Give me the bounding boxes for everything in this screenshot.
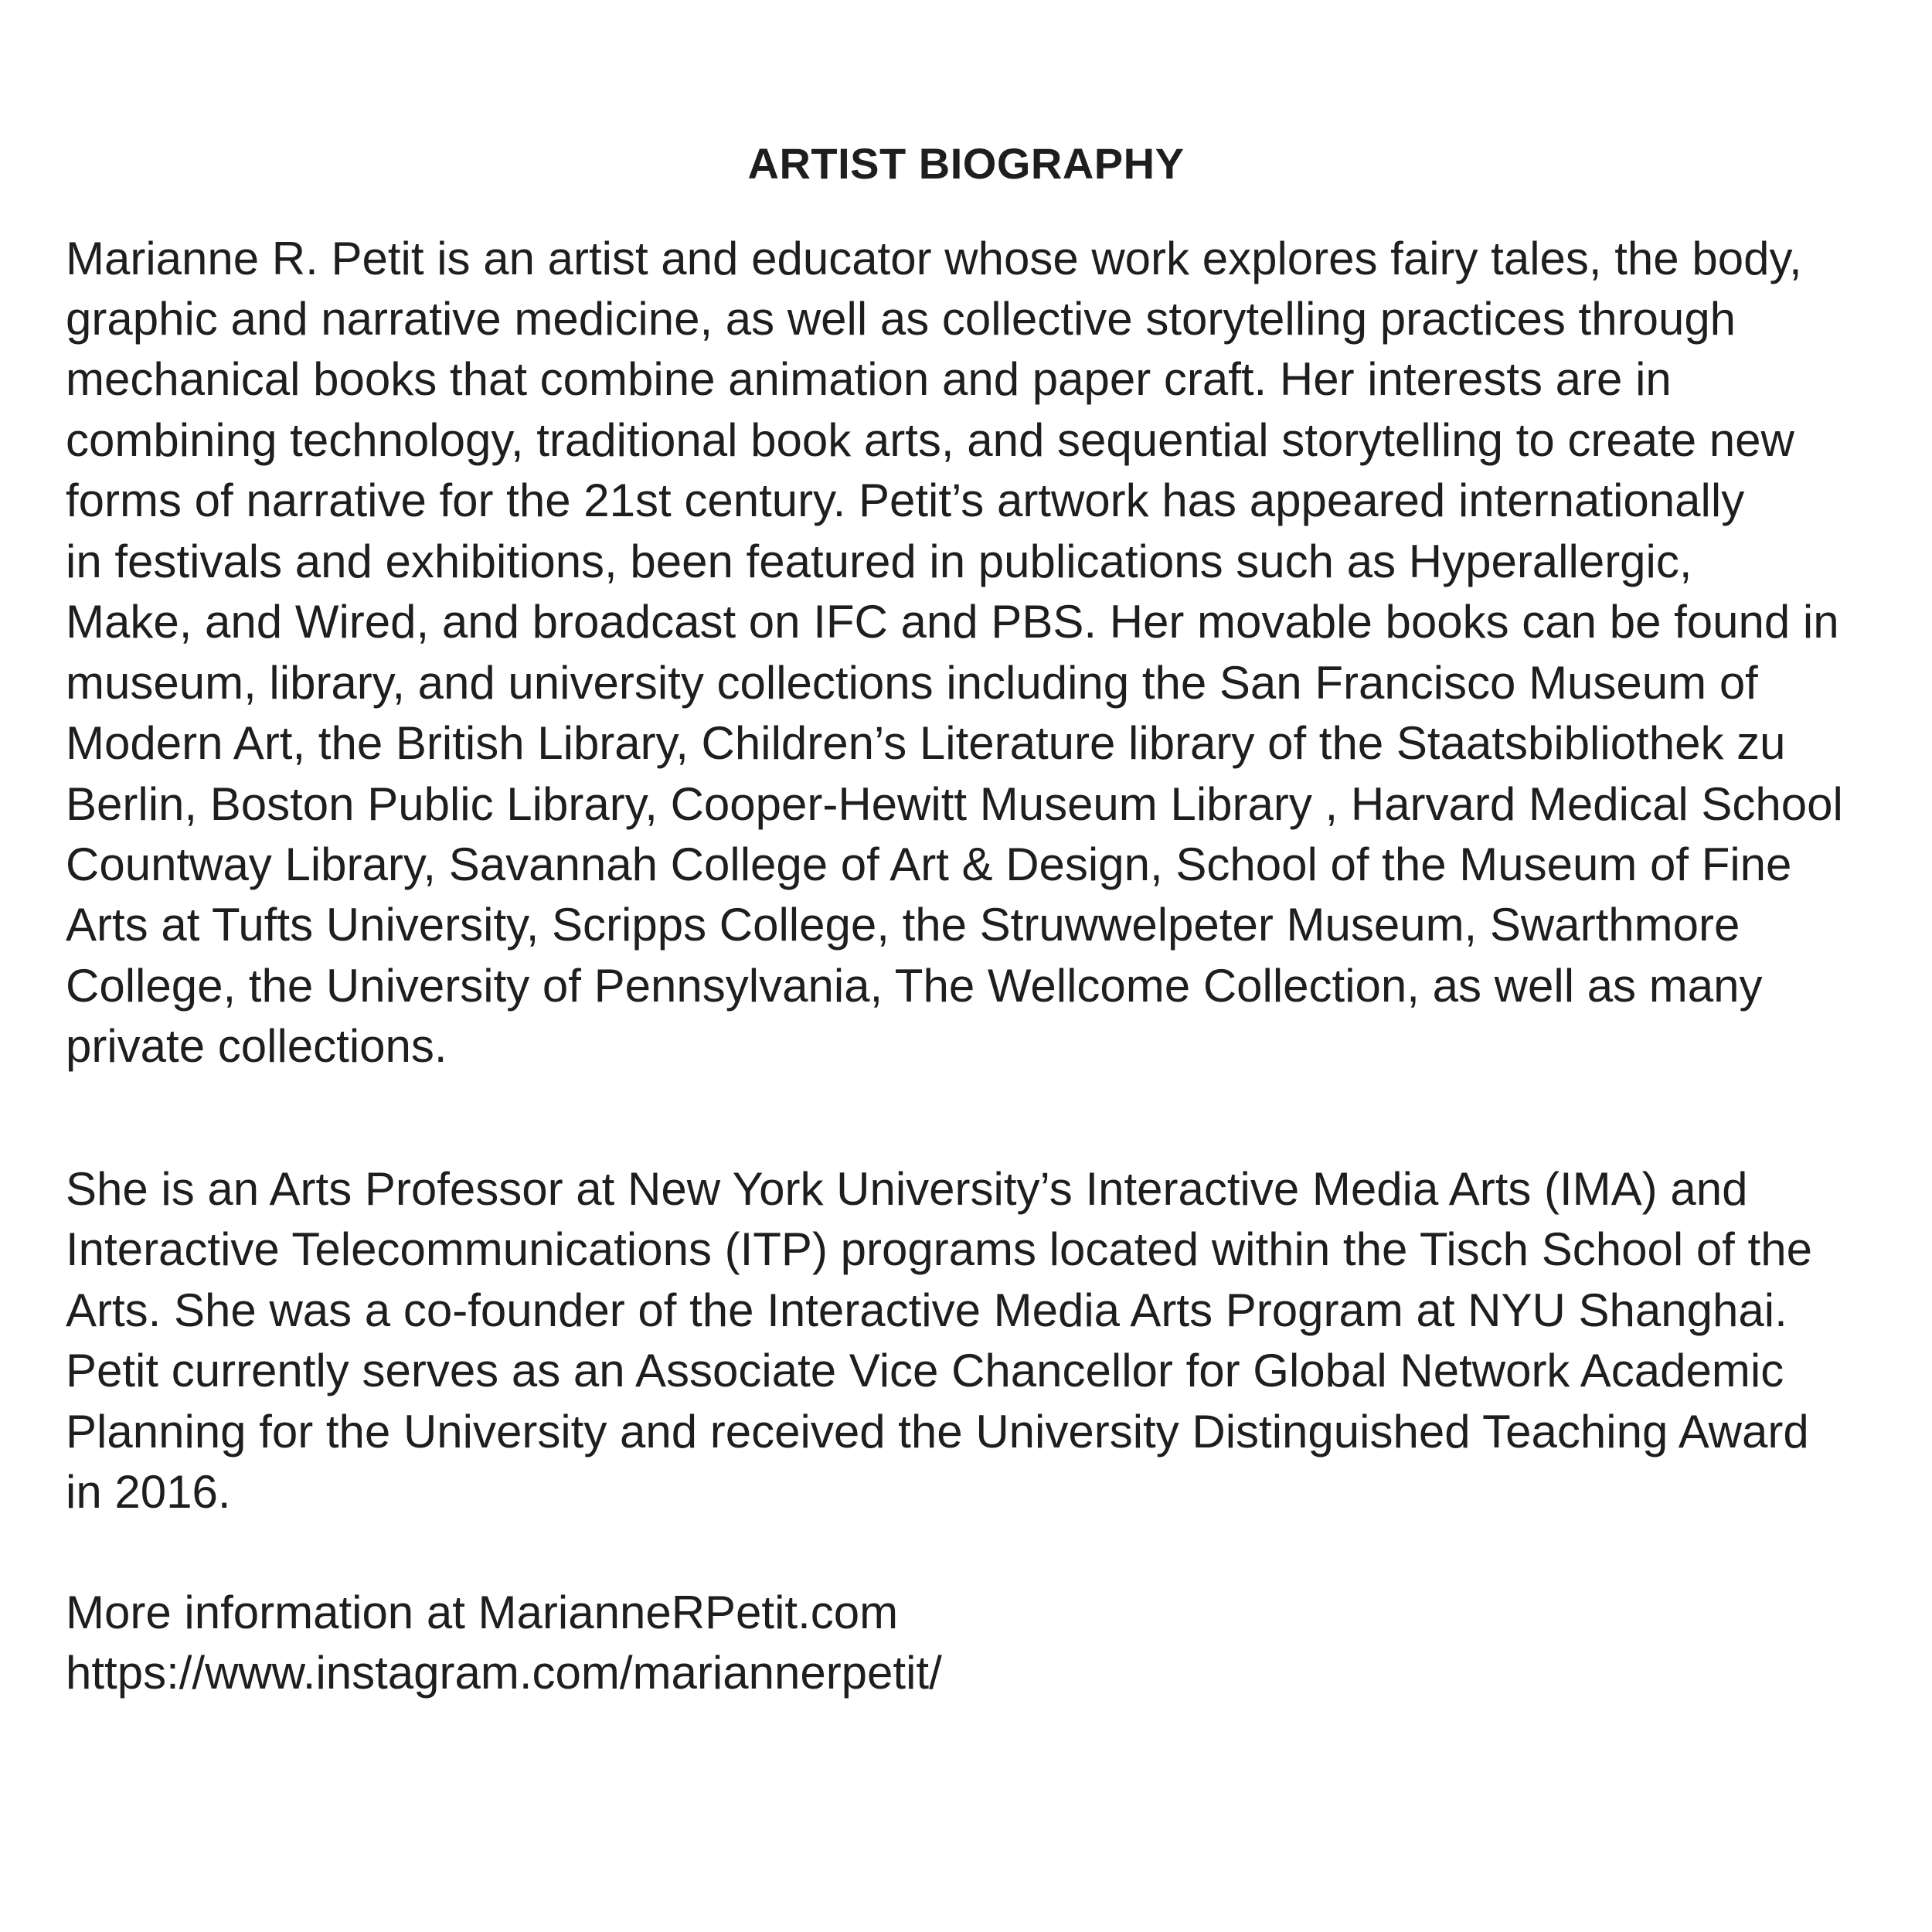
paragraph-line: Make, and Wired, and broadcast on IFC and PBS. Her movable books can be found in: [66, 596, 1839, 648]
paragraph-line: in 2016.: [66, 1466, 231, 1518]
paragraph-line: She is an Arts Professor at New York University’s Interactive Media Arts (IMA) and: [66, 1163, 1748, 1215]
page-title: ARTIST BIOGRAPHY: [747, 139, 1185, 188]
paragraph-line: graphic and narrative medicine, as well as collective storytelling practices through: [66, 293, 1736, 345]
paragraph-line: museum, library, and university collections including the San Francisco Museum of: [66, 657, 1758, 709]
paragraph-line: Arts. She was a co-founder of the Interactive Media Arts Program at NYU Shanghai.: [66, 1284, 1787, 1336]
website-line: More information at MarianneRPetit.com: [66, 1587, 899, 1638]
paragraph-line: Berlin, Boston Public Library, Cooper-Hewitt Museum Library , Harvard Medical School: [66, 778, 1843, 830]
paragraph-line: Countway Library, Savannah College of Art & Design, School of the Museum of Fine: [66, 838, 1792, 890]
instagram-line: https://www.instagram.com/mariannerpetit/: [66, 1647, 942, 1699]
paragraph-line: in festivals and exhibitions, been featured in publications such as Hyperallergic,: [66, 536, 1692, 587]
paragraph-line: Planning for the University and received the University Distinguished Teaching Award: [66, 1406, 1809, 1458]
paragraph-line: Marianne R. Petit is an artist and educator whose work explores fairy tales, the body,: [66, 233, 1802, 284]
paragraph-line: combining technology, traditional book arts, and sequential storytelling to create new: [66, 414, 1794, 466]
paragraph-line: Modern Art, the British Library, Children’s Literature library of the Staatsbibliothek zu: [66, 717, 1786, 769]
paragraph-line: mechanical books that combine animation and paper craft. Her interests are in: [66, 353, 1672, 405]
paragraph-line: Interactive Telecommunications (ITP) programs located within the Tisch School of the: [66, 1223, 1812, 1275]
paragraph-line: Arts at Tufts University, Scripps College, the Struwwelpeter Museum, Swarthmore: [66, 899, 1740, 951]
paragraph-line: Petit currently serves as an Associate Vice Chancellor for Global Network Academic: [66, 1345, 1784, 1396]
paragraph-line: forms of narrative for the 21st century. Petit’s artwork has appeared internationally: [66, 474, 1745, 526]
paragraph-line: private collections.: [66, 1020, 447, 1072]
paragraph-line: College, the University of Pennsylvania, The Wellcome Collection, as well as many: [66, 960, 1763, 1012]
